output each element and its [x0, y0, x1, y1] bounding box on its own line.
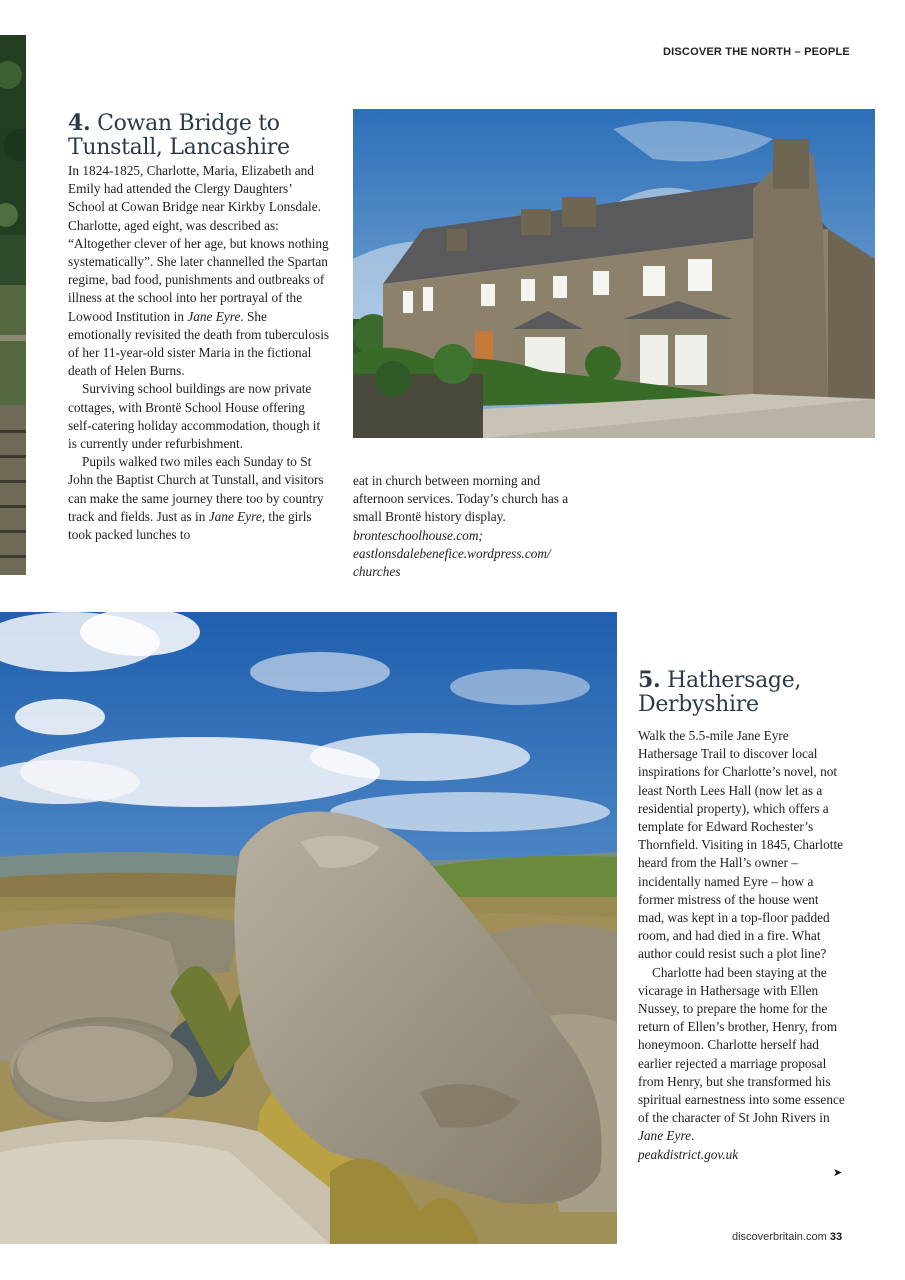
cottages-photo: [353, 109, 875, 438]
section-4-paragraph-1: In 1824-1825, Charlotte, Maria, Elizabeth and Emily had attended the Clergy Daughters’ School at Cowan Bridge near Kirkby Lonsdale. Charlotte, aged eight, was described as: “Altogether clever of her age, but knows nothing systematically”. She later channelled the Spartan regime, bad food, punishments and outbreaks of illness at the school into her portrayal of the Lowood Institution in Jane Eyre. She emotionally revisited the death from tuberculosis of her 11-year-old sister Maria in the fictional death of Helen Burns.: [68, 163, 330, 379]
section-5-link-line: [638, 1146, 845, 1164]
section-5-title-line2: Derbyshire: [638, 692, 759, 717]
section-5-heading: [638, 668, 848, 717]
section-5-paragraph-1: Walk the 5.5-mile Jane Eyre Hathersage Trail to discover local inspirations for Charlotte’s novel, not least North Lees Hall (now let as a residential property), which offers a template for Edward Rochester’s Thornfield. Visiting in 1845, Charlotte heard from the Hall’s owner – incidentally named Eyre – how a former mistress of the house went mad, was kept in a top-floor padded room, and had died in a fire. What author could resist such a plot line?: [638, 728, 844, 962]
book-title: Jane Eyre: [638, 1128, 692, 1144]
peak-district-link[interactable]: peakdistrict.gov.uk: [638, 1146, 739, 1162]
book-title: Jane Eyre: [187, 308, 241, 324]
section-5-column: [638, 727, 845, 1164]
section-4-paragraph-2: Surviving school buildings are now private cottages, with Brontë School House offering self-catering holiday accommodation, though it is currently under refurbishment.: [68, 381, 321, 452]
section-4-column-1: [68, 162, 331, 544]
continue-arrow-icon: ➤: [833, 1166, 843, 1179]
book-title: Jane Eyre: [208, 508, 262, 524]
section-4-title-line2: Tunstall, Lancashire: [68, 135, 290, 160]
page-folio: [732, 1231, 842, 1243]
section-5-number: 5.: [638, 667, 661, 693]
footer-site: discoverbritain.com: [732, 1231, 827, 1243]
section-5-title-line1: Hathersage,: [667, 668, 802, 693]
section-kicker: DISCOVER THE NORTH – PEOPLE: [663, 46, 850, 58]
gritstone-landscape-photo: [0, 612, 617, 1244]
section-4-column-2: [353, 472, 593, 581]
section-4-paragraph-3: Pupils walked two miles each Sunday to St John the Baptist Church at Tunstall, and visitors can make the same journey there too by country track and fields. Just as in Jane Eyre, the girls took packed lunches to: [68, 454, 324, 543]
section-4-continuation: eat in church between morning and afternoon services. Today’s church has a small Brontë history display.: [353, 473, 569, 525]
left-edge-photo: [0, 35, 26, 575]
section-5-paragraph-2: Charlotte had been staying at the vicarage in Hathersage with Ellen Nussey, to prepare the home for the return of Ellen’s brother, Henry, from honeymoon. Charlotte herself had earlier rejected a marriage proposal from Henry, but she transformed his spiritual earnestness into some essence of the character of St John Rivers in Jane Eyre.: [638, 964, 845, 1144]
section-4-title-line1: Cowan Bridge to: [97, 111, 280, 136]
section-4-links: bronteschoolhouse.com; eastlonsdalebenefice.wordpress.com/ churches: [353, 527, 551, 580]
section-4-heading: [68, 111, 338, 160]
page-number: 33: [829, 1231, 843, 1243]
section-4-number: 4.: [68, 110, 91, 136]
